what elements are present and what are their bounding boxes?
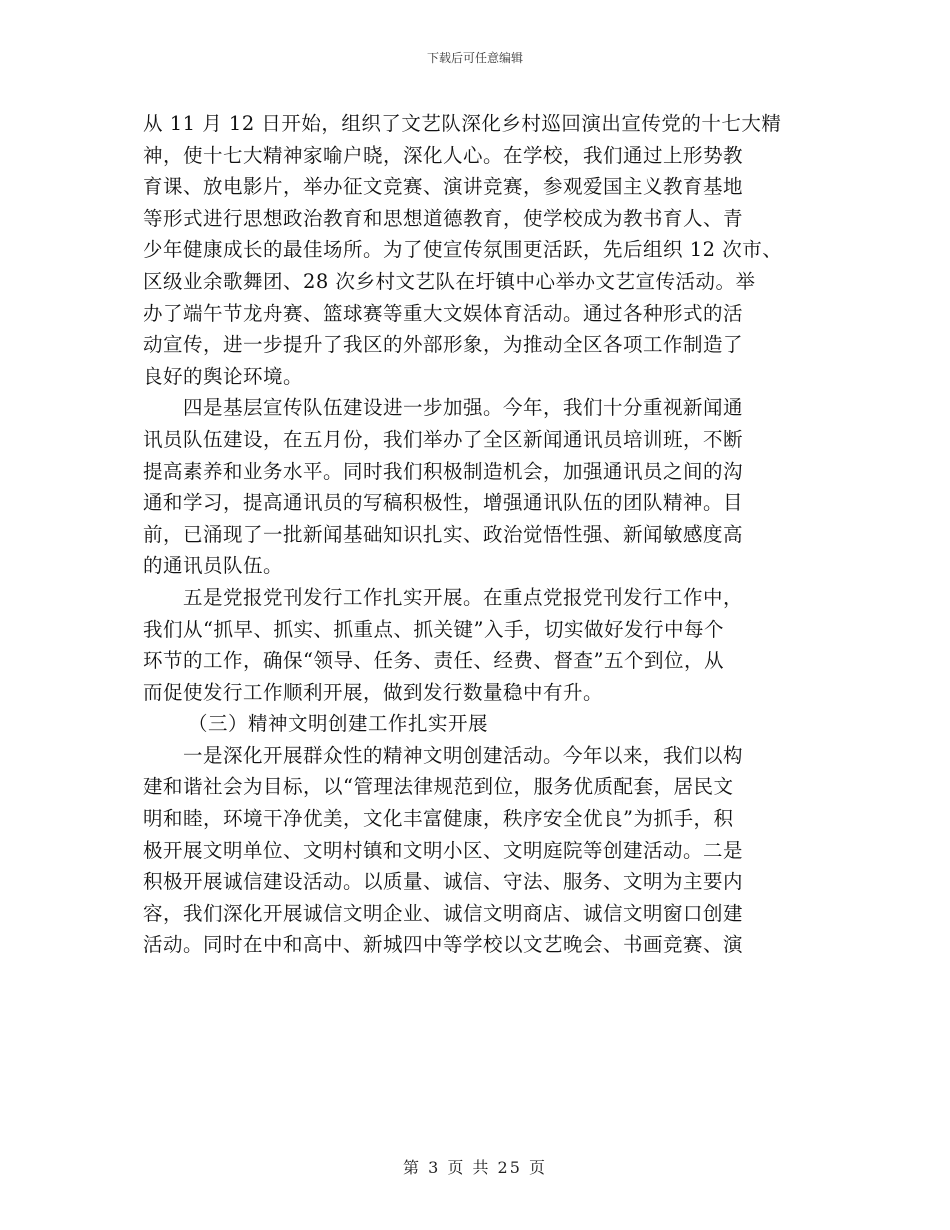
body-line: 办了端午节龙舟赛、篮球赛等重大文娱体育活动。通过各种形式的活 <box>143 301 744 325</box>
body-line: 神，使十七大精神家喻户晓，深化人心。在学校，我们通过上形势教 <box>143 143 744 167</box>
body-line: 少年健康成长的最佳场所。为了使宣传氛围更活跃，先后组织 12 次市、 <box>143 238 783 262</box>
body-line: 动宣传，进一步提升了我区的外部形象，为推动全区各项工作制造了 <box>143 333 744 357</box>
body-line: 环节的工作，确保“领导、任务、责任、经费、督查”五个到位，从 <box>143 649 724 673</box>
body-line: 等形式进行思想政治教育和思想道德教育，使学校成为教书育人、青 <box>143 206 744 230</box>
body-line: 积极开展诚信建设活动。以质量、诚信、守法、服务、文明为主要内 <box>143 870 744 894</box>
body-line: 区级业余歌舞团、28 次乡村文艺队在圩镇中心举办文艺宣传活动。举 <box>143 269 756 293</box>
body-line: 良好的舆论环境。 <box>143 364 304 388</box>
body-line: 从 11 月 12 日开始，组织了文艺队深化乡村巡回演出宣传党的十七大精 <box>143 112 782 135</box>
body-line: 前，已涌现了一批新闻基础知识扎实、政治觉悟性强、新闻敏感度高 <box>143 522 744 546</box>
paragraph-start-line: 一是深化开展群众性的精神文明创建活动。今年以来，我们以构 <box>183 743 744 767</box>
page-number-footer: 第 3 页 共 25 页 <box>403 1158 547 1177</box>
body-line: 明和睦，环境干净优美，文化丰富健康，秩序安全优良”为抓手，积 <box>143 807 734 831</box>
body-line: 的通讯员队伍。 <box>143 554 284 578</box>
section-heading: （三）精神文明创建工作扎实开展 <box>188 712 489 736</box>
body-line: 容，我们深化开展诚信文明企业、诚信文明商店、诚信文明窗口创建 <box>143 901 744 925</box>
body-line: 活动。同时在中和高中、新城四中等学校以文艺晚会、书画竞赛、演 <box>143 933 744 957</box>
body-line: 通和学习，提高通讯员的写稿积极性，增强通讯队伍的团队精神。目 <box>143 491 744 515</box>
body-line: 而促使发行工作顺利开展，做到发行数量稳中有升。 <box>143 680 604 704</box>
page-header: 下载后可任意编辑 <box>426 51 523 65</box>
body-line: 育课、放电影片，举办征文竞赛、演讲竞赛，参观爱国主义教育基地 <box>143 175 744 199</box>
paragraph-start-line: 五是党报党刊发行工作扎实开展。在重点党报党刊发行工作中， <box>183 585 744 609</box>
body-line: 极开展文明单位、文明村镇和文明小区、文明庭院等创建活动。二是 <box>143 838 744 862</box>
paragraph-start-line: 四是基层宣传队伍建设进一步加强。今年，我们十分重视新闻通 <box>183 396 744 420</box>
body-line: 提高素养和业务水平。同时我们积极制造机会，加强通讯员之间的沟 <box>143 459 744 483</box>
body-line: 我们从“抓早、抓实、抓重点、抓关键”入手，切实做好发行中每个 <box>143 617 724 641</box>
body-line: 建和谐社会为目标，以“管理法律规范到位，服务优质配套，居民文 <box>143 775 734 799</box>
document-body <box>143 108 813 961</box>
body-line: 讯员队伍建设，在五月份，我们举办了全区新闻通讯员培训班，不断 <box>143 427 744 451</box>
